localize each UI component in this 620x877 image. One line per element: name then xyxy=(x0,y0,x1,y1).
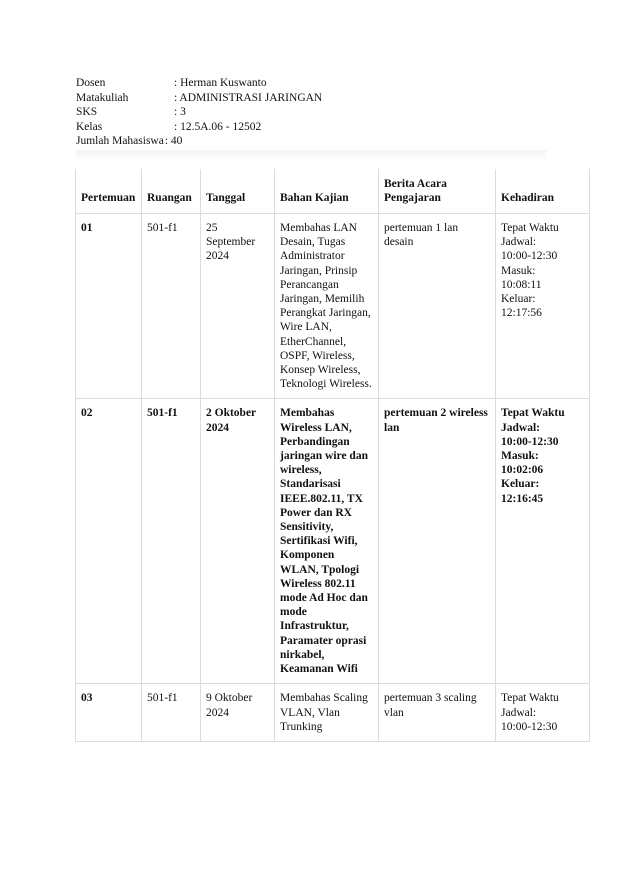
cell-bahan-kajian: Membahas Scaling VLAN, Vlan Trunking xyxy=(275,684,379,742)
table-row xyxy=(76,684,590,742)
kehadiran-keluar-label: Keluar: xyxy=(501,478,540,491)
kehadiran-masuk-label: Masuk: xyxy=(501,450,539,463)
kehadiran-jadwal-label: Jadwal: xyxy=(501,706,537,719)
sks-label: SKS xyxy=(76,106,98,118)
dosen-value: : Herman Kuswanto xyxy=(174,77,267,89)
matakuliah-value: : ADMINISTRASI JARINGAN xyxy=(174,91,323,104)
kehadiran-masuk-label: Masuk: xyxy=(501,264,536,277)
course-info xyxy=(76,76,322,149)
kehadiran-keluar-value: 12:17:56 xyxy=(501,307,542,320)
kehadiran-jadwal-value: 10:00-12:30 xyxy=(501,435,559,448)
kehadiran-jadwal-value: 10:00-12:30 xyxy=(501,720,558,733)
info-dosen xyxy=(76,76,322,91)
info-kelas xyxy=(76,120,322,135)
kehadiran-keluar-label: Keluar: xyxy=(501,293,536,306)
kehadiran-status: Tepat Waktu xyxy=(501,407,565,420)
jumlah-value: : 40 xyxy=(164,135,183,147)
kehadiran-keluar-value: 12:16:45 xyxy=(501,492,544,505)
cell-tanggal: 25 September 2024 xyxy=(201,214,275,399)
kelas-value: : 12.5A.06 - 12502 xyxy=(174,120,262,133)
matakuliah-label: Matakuliah xyxy=(76,91,129,104)
sks-value: : 3 xyxy=(174,106,186,118)
cell-berita-acara: pertemuan 1 lan desain xyxy=(379,214,496,399)
kehadiran-jadwal-value: 10:00-12:30 xyxy=(501,250,558,263)
col-berita-acara: Berita Acara Pengajaran xyxy=(379,169,496,214)
cell-tanggal: 9 Oktober 2024 xyxy=(201,684,275,742)
cell-pertemuan: 02 xyxy=(76,399,142,684)
cell-berita-acara: pertemuan 2 wireless lan xyxy=(379,399,496,684)
col-ruangan: Ruangan xyxy=(142,169,201,214)
table-header-row xyxy=(76,169,590,214)
kelas-label: Kelas xyxy=(76,120,103,133)
info-matakuliah xyxy=(76,91,322,106)
cell-kehadiran xyxy=(496,214,590,399)
cell-pertemuan: 01 xyxy=(76,214,142,399)
cell-ruangan: 501-f1 xyxy=(142,399,201,684)
cell-bahan-kajian: Membahas LAN Desain, Tugas Administrator Jaringan, Prinsip Perancangan Jaringan, Memilih Perangkat Jaringan, Wire LAN, EtherChannel, OSPF, Wireless, Konsep Wireless, Teknologi Wireless. xyxy=(275,214,379,399)
col-pertemuan: Pertemuan xyxy=(76,169,142,214)
table-row xyxy=(76,214,590,399)
cell-bahan-kajian: Membahas Wireless LAN, Perbandingan jaringan wire dan wireless, Standarisasi IEEE.802.11, TX Power dan RX Sensitivity, Sertifikasi Wifi, Komponen WLAN, Tpologi Wireless 802.11 mode Ad Hoc dan mode Infrastruktur, Paramater oprasi nirkabel, Keamanan Wifi xyxy=(275,399,379,684)
cell-kehadiran xyxy=(496,399,590,684)
dosen-label: Dosen xyxy=(76,77,106,89)
cell-ruangan: 501-f1 xyxy=(142,214,201,399)
cell-ruangan: 501-f1 xyxy=(142,684,201,742)
kehadiran-masuk-value: 10:02:06 xyxy=(501,464,544,477)
col-tanggal: Tanggal xyxy=(201,169,275,214)
header-shade xyxy=(76,150,546,162)
kehadiran-masuk-value: 10:08:11 xyxy=(501,278,542,291)
col-kehadiran: Kehadiran xyxy=(496,169,590,214)
jumlah-label: Jumlah Mahasiswa xyxy=(76,135,164,147)
kehadiran-status: Tepat Waktu xyxy=(501,222,559,234)
info-sks xyxy=(76,105,322,120)
col-bahan-kajian: Bahan Kajian xyxy=(275,169,379,214)
attendance-table xyxy=(75,169,590,742)
cell-pertemuan: 03 xyxy=(76,684,142,742)
kehadiran-jadwal-label: Jadwal: xyxy=(501,236,537,249)
info-jumlah xyxy=(76,134,322,149)
kehadiran-status: Tepat Waktu xyxy=(501,692,559,705)
table-row xyxy=(76,399,590,684)
cell-kehadiran xyxy=(496,684,590,742)
cell-tanggal: 2 Oktober 2024 xyxy=(201,399,275,684)
cell-berita-acara: pertemuan 3 scaling vlan xyxy=(379,684,496,742)
kehadiran-jadwal-label: Jadwal: xyxy=(501,421,540,434)
